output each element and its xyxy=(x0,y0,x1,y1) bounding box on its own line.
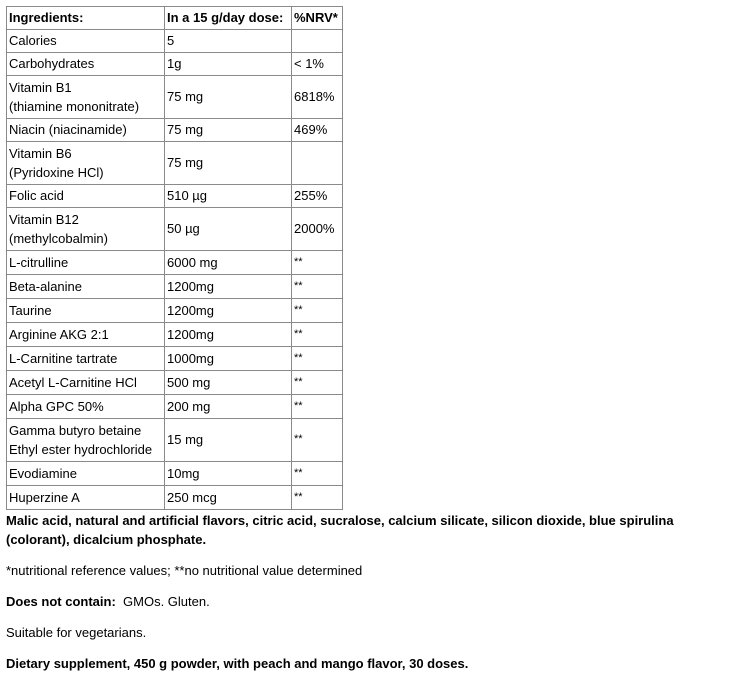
ingredient-name: Acetyl L-Carnitine HCl xyxy=(7,371,165,395)
table-row xyxy=(7,208,343,251)
table-row xyxy=(7,486,343,510)
ingredient-name xyxy=(7,76,165,119)
ingredient-name xyxy=(7,208,165,251)
table-row xyxy=(7,142,343,185)
does-not-contain xyxy=(6,592,737,611)
ingredient-nrv: 255% xyxy=(292,185,343,208)
ingredient-name-line1: Vitamin B1 xyxy=(9,79,72,95)
suitability-note: Suitable for vegetarians. xyxy=(6,625,147,640)
header-nrv: %NRV* xyxy=(292,7,343,30)
ingredient-nrv xyxy=(292,142,343,185)
ingredient-dose: 250 mcg xyxy=(165,486,292,510)
supplement-facts xyxy=(6,6,737,673)
ingredient-nrv: ** xyxy=(292,371,343,395)
ingredient-name: Taurine xyxy=(7,299,165,323)
ingredient-dose: 6000 mg xyxy=(165,251,292,275)
table-row xyxy=(7,371,343,395)
ingredient-nrv: 469% xyxy=(292,119,343,142)
ingredient-dose: 200 mg xyxy=(165,395,292,419)
product-summary: Dietary supplement, 450 g powder, with peach and mango flavor, 30 doses. xyxy=(6,656,469,671)
ingredient-nrv: < 1% xyxy=(292,53,343,76)
ingredient-nrv: ** xyxy=(292,486,343,510)
table-row xyxy=(7,251,343,275)
ingredient-dose: 15 mg xyxy=(165,419,292,462)
ingredient-name-line2: (methylcobalmin) xyxy=(9,230,108,246)
ingredient-nrv: ** xyxy=(292,323,343,347)
ingredient-name: L-Carnitine tartrate xyxy=(7,347,165,371)
table-row xyxy=(7,119,343,142)
ingredient-dose: 5 xyxy=(165,30,292,53)
ingredient-name-line1: Vitamin B12 xyxy=(9,211,79,227)
ingredient-name: Huperzine A xyxy=(7,486,165,510)
nrv-footnote: *nutritional reference values; **no nutritional value determined xyxy=(6,563,363,578)
ingredient-nrv: ** xyxy=(292,347,343,371)
ingredient-name: L-citrulline xyxy=(7,251,165,275)
table-row xyxy=(7,30,343,53)
ingredient-name-line2: (thiamine mononitrate) xyxy=(9,98,140,114)
ingredient-nrv: ** xyxy=(292,251,343,275)
table-row xyxy=(7,76,343,119)
ingredient-nrv: ** xyxy=(292,299,343,323)
ingredient-name: Calories xyxy=(7,30,165,53)
header-dose: In a 15 g/day dose: xyxy=(165,7,292,30)
ingredient-dose: 1g xyxy=(165,53,292,76)
ingredient-name xyxy=(7,142,165,185)
table-row xyxy=(7,185,343,208)
table-row xyxy=(7,53,343,76)
ingredient-name: Carbohydrates xyxy=(7,53,165,76)
ingredient-name: Alpha GPC 50% xyxy=(7,395,165,419)
ingredient-name xyxy=(7,419,165,462)
ingredient-name-line2: (Pyridoxine HCl) xyxy=(9,164,104,180)
ingredient-name: Arginine AKG 2:1 xyxy=(7,323,165,347)
ingredient-name: Niacin (niacinamide) xyxy=(7,119,165,142)
does-not-contain-value: GMOs. Gluten. xyxy=(123,594,210,609)
ingredient-nrv: ** xyxy=(292,395,343,419)
ingredient-name-line2: Ethyl ester hydrochloride xyxy=(9,441,153,457)
table-row xyxy=(7,395,343,419)
ingredient-nrv: ** xyxy=(292,419,343,462)
ingredient-name: Evodiamine xyxy=(7,462,165,486)
ingredient-name: Folic acid xyxy=(7,185,165,208)
header-ingredients: Ingredients: xyxy=(7,7,165,30)
ingredient-dose: 1200mg xyxy=(165,323,292,347)
table-header-row xyxy=(7,7,343,30)
ingredient-nrv: 6818% xyxy=(292,76,343,119)
ingredient-dose: 510 µg xyxy=(165,185,292,208)
ingredient-dose: 1200mg xyxy=(165,275,292,299)
ingredients-table xyxy=(6,6,343,510)
ingredient-nrv: ** xyxy=(292,462,343,486)
ingredient-dose: 1200mg xyxy=(165,299,292,323)
ingredient-dose: 75 mg xyxy=(165,119,292,142)
ingredient-nrv: 2000% xyxy=(292,208,343,251)
table-row xyxy=(7,462,343,486)
other-ingredients: Malic acid, natural and artificial flavors, citric acid, sucralose, calcium silicate, silicon dioxide, blue spirulina (colorant), dicalcium phosphate. xyxy=(6,513,674,547)
ingredient-dose: 500 mg xyxy=(165,371,292,395)
table-row xyxy=(7,299,343,323)
ingredient-dose: 1000mg xyxy=(165,347,292,371)
table-row xyxy=(7,275,343,299)
does-not-contain-label: Does not contain: xyxy=(6,594,116,609)
ingredient-dose: 10mg xyxy=(165,462,292,486)
table-row xyxy=(7,419,343,462)
ingredient-dose: 75 mg xyxy=(165,76,292,119)
ingredient-dose: 75 mg xyxy=(165,142,292,185)
table-row xyxy=(7,323,343,347)
table-row xyxy=(7,347,343,371)
ingredient-name: Beta-alanine xyxy=(7,275,165,299)
ingredient-name-line1: Gamma butyro betaine xyxy=(9,422,142,438)
ingredient-nrv: ** xyxy=(292,275,343,299)
ingredient-nrv xyxy=(292,30,343,53)
ingredient-name-line1: Vitamin B6 xyxy=(9,145,72,161)
ingredient-dose: 50 µg xyxy=(165,208,292,251)
